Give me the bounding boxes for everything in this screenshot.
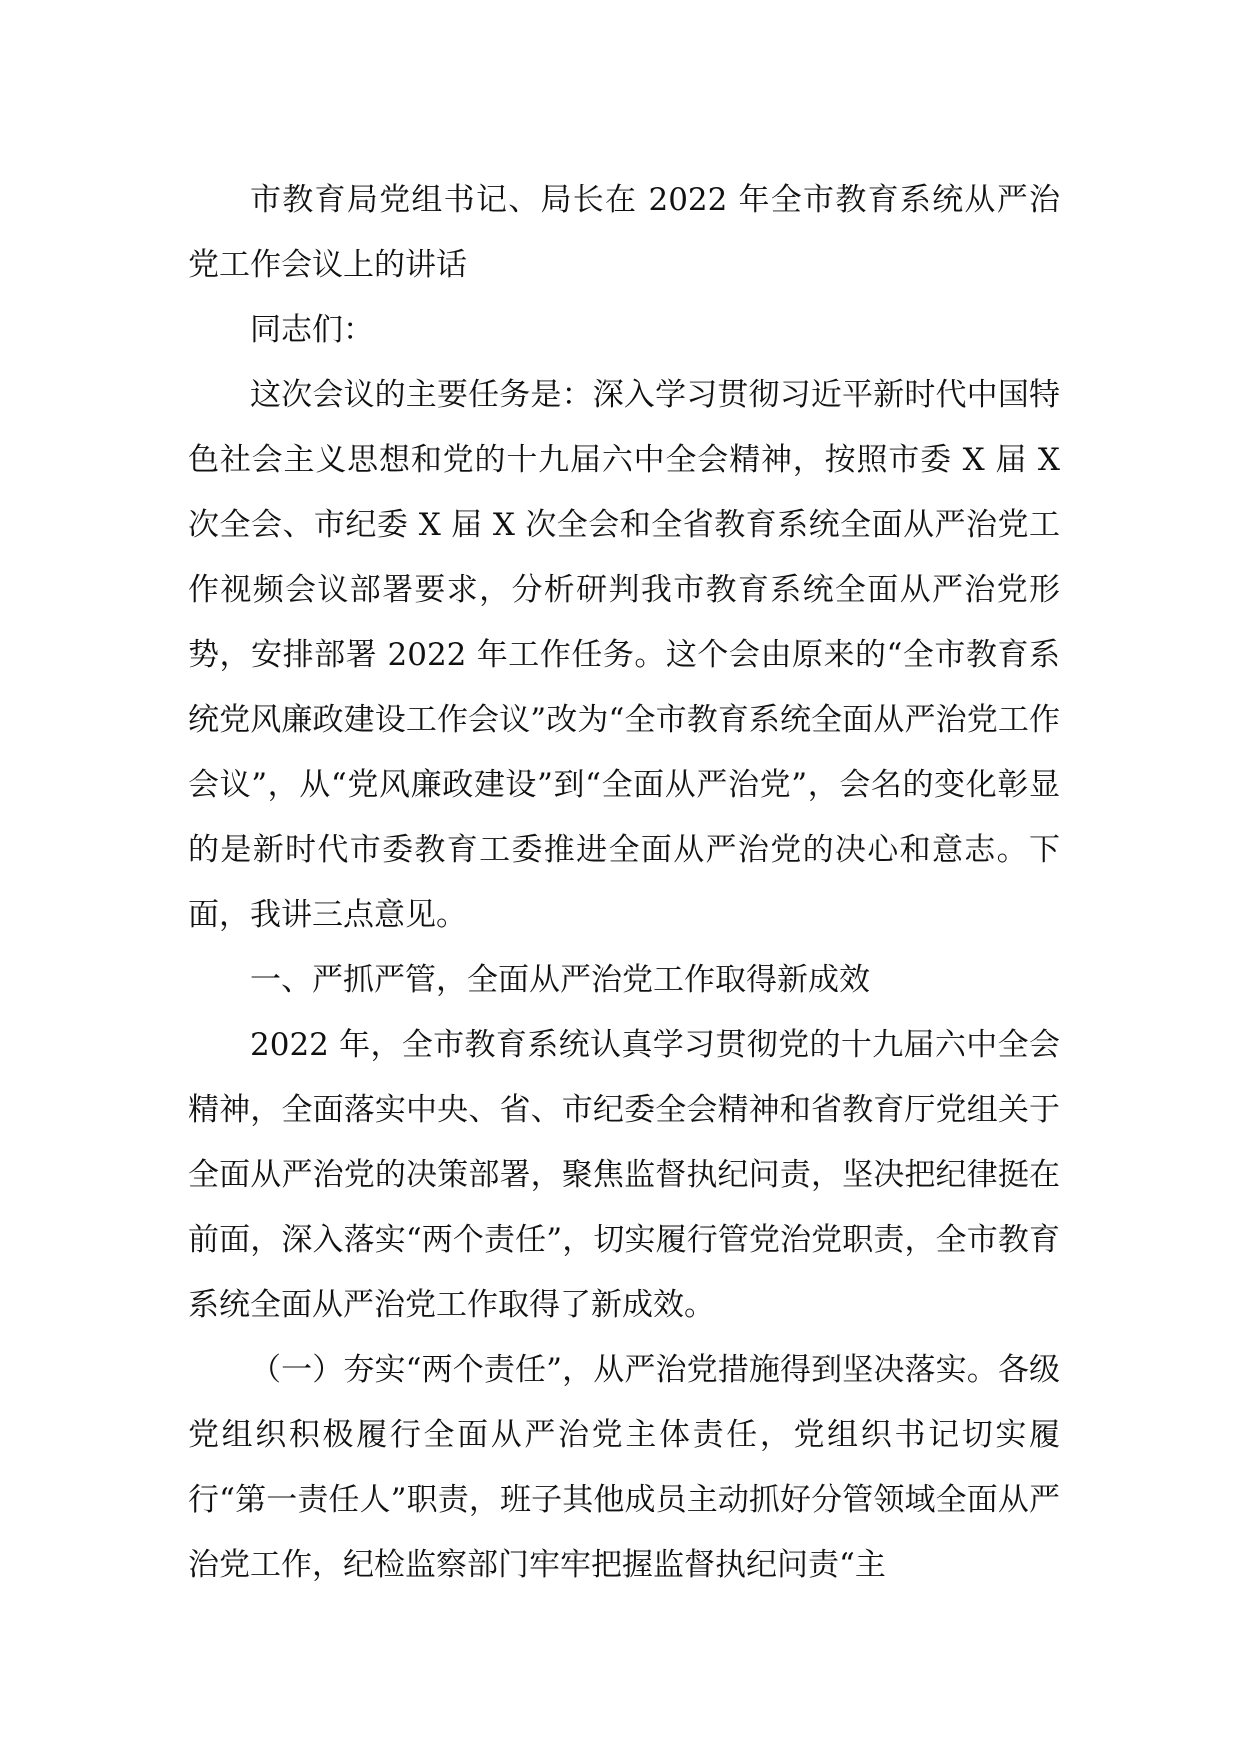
section-heading-1: 一、严抓严管，全面从严治党工作取得新成效 [250, 962, 870, 998]
salutation: 同志们： [250, 312, 374, 348]
paragraph-section-1: 2022 年，全市教育系统认真学习贯彻党的十九届六中全会精神，全面落实中央、省、市纪委全会精神和省教育厅党组关于全面从严治党的决策部署，聚焦监督执纪问责，坚决把纪律挺在前面，深入落实“两个责任”，切实履行管党治党职责，全市教育系统全面从严治党工作取得了新成效。 [188, 1027, 1060, 1323]
document-body [188, 168, 1060, 1598]
paragraph-subsection-1: （一）夯实“两个责任”，从严治党措施得到坚决落实。各级党组织积极履行全面从严治党主体责任，党组织书记切实履行“第一责任人”职责，班子其他成员主动抓好分管领域全面从严治党工作，纪检监察部门牢牢把握监督执纪问责“主 [188, 1352, 1060, 1583]
paragraph-intro: 这次会议的主要任务是：深入学习贯彻习近平新时代中国特色社会主义思想和党的十九届六中全会精神，按照市委 X 届 X 次全会、市纪委 X 届 X 次全会和全省教育系统全面从严治党工作视频会议部署要求，分析研判我市教育系统全面从严治党形势，安排部署 2022 年工作任务。这个会由原来的“全市教育系统党风廉政建设工作会议”改为“全市教育系统全面从严治党工作会议”，从“党风廉政建设”到“全面从严治党”，会名的变化彰显的是新时代市委教育工委推进全面从严治党的决心和意志。下面，我讲三点意见。 [188, 377, 1060, 933]
document-title: 市教育局党组书记、局长在 2022 年全市教育系统从严治党工作会议上的讲话 [188, 182, 1060, 283]
